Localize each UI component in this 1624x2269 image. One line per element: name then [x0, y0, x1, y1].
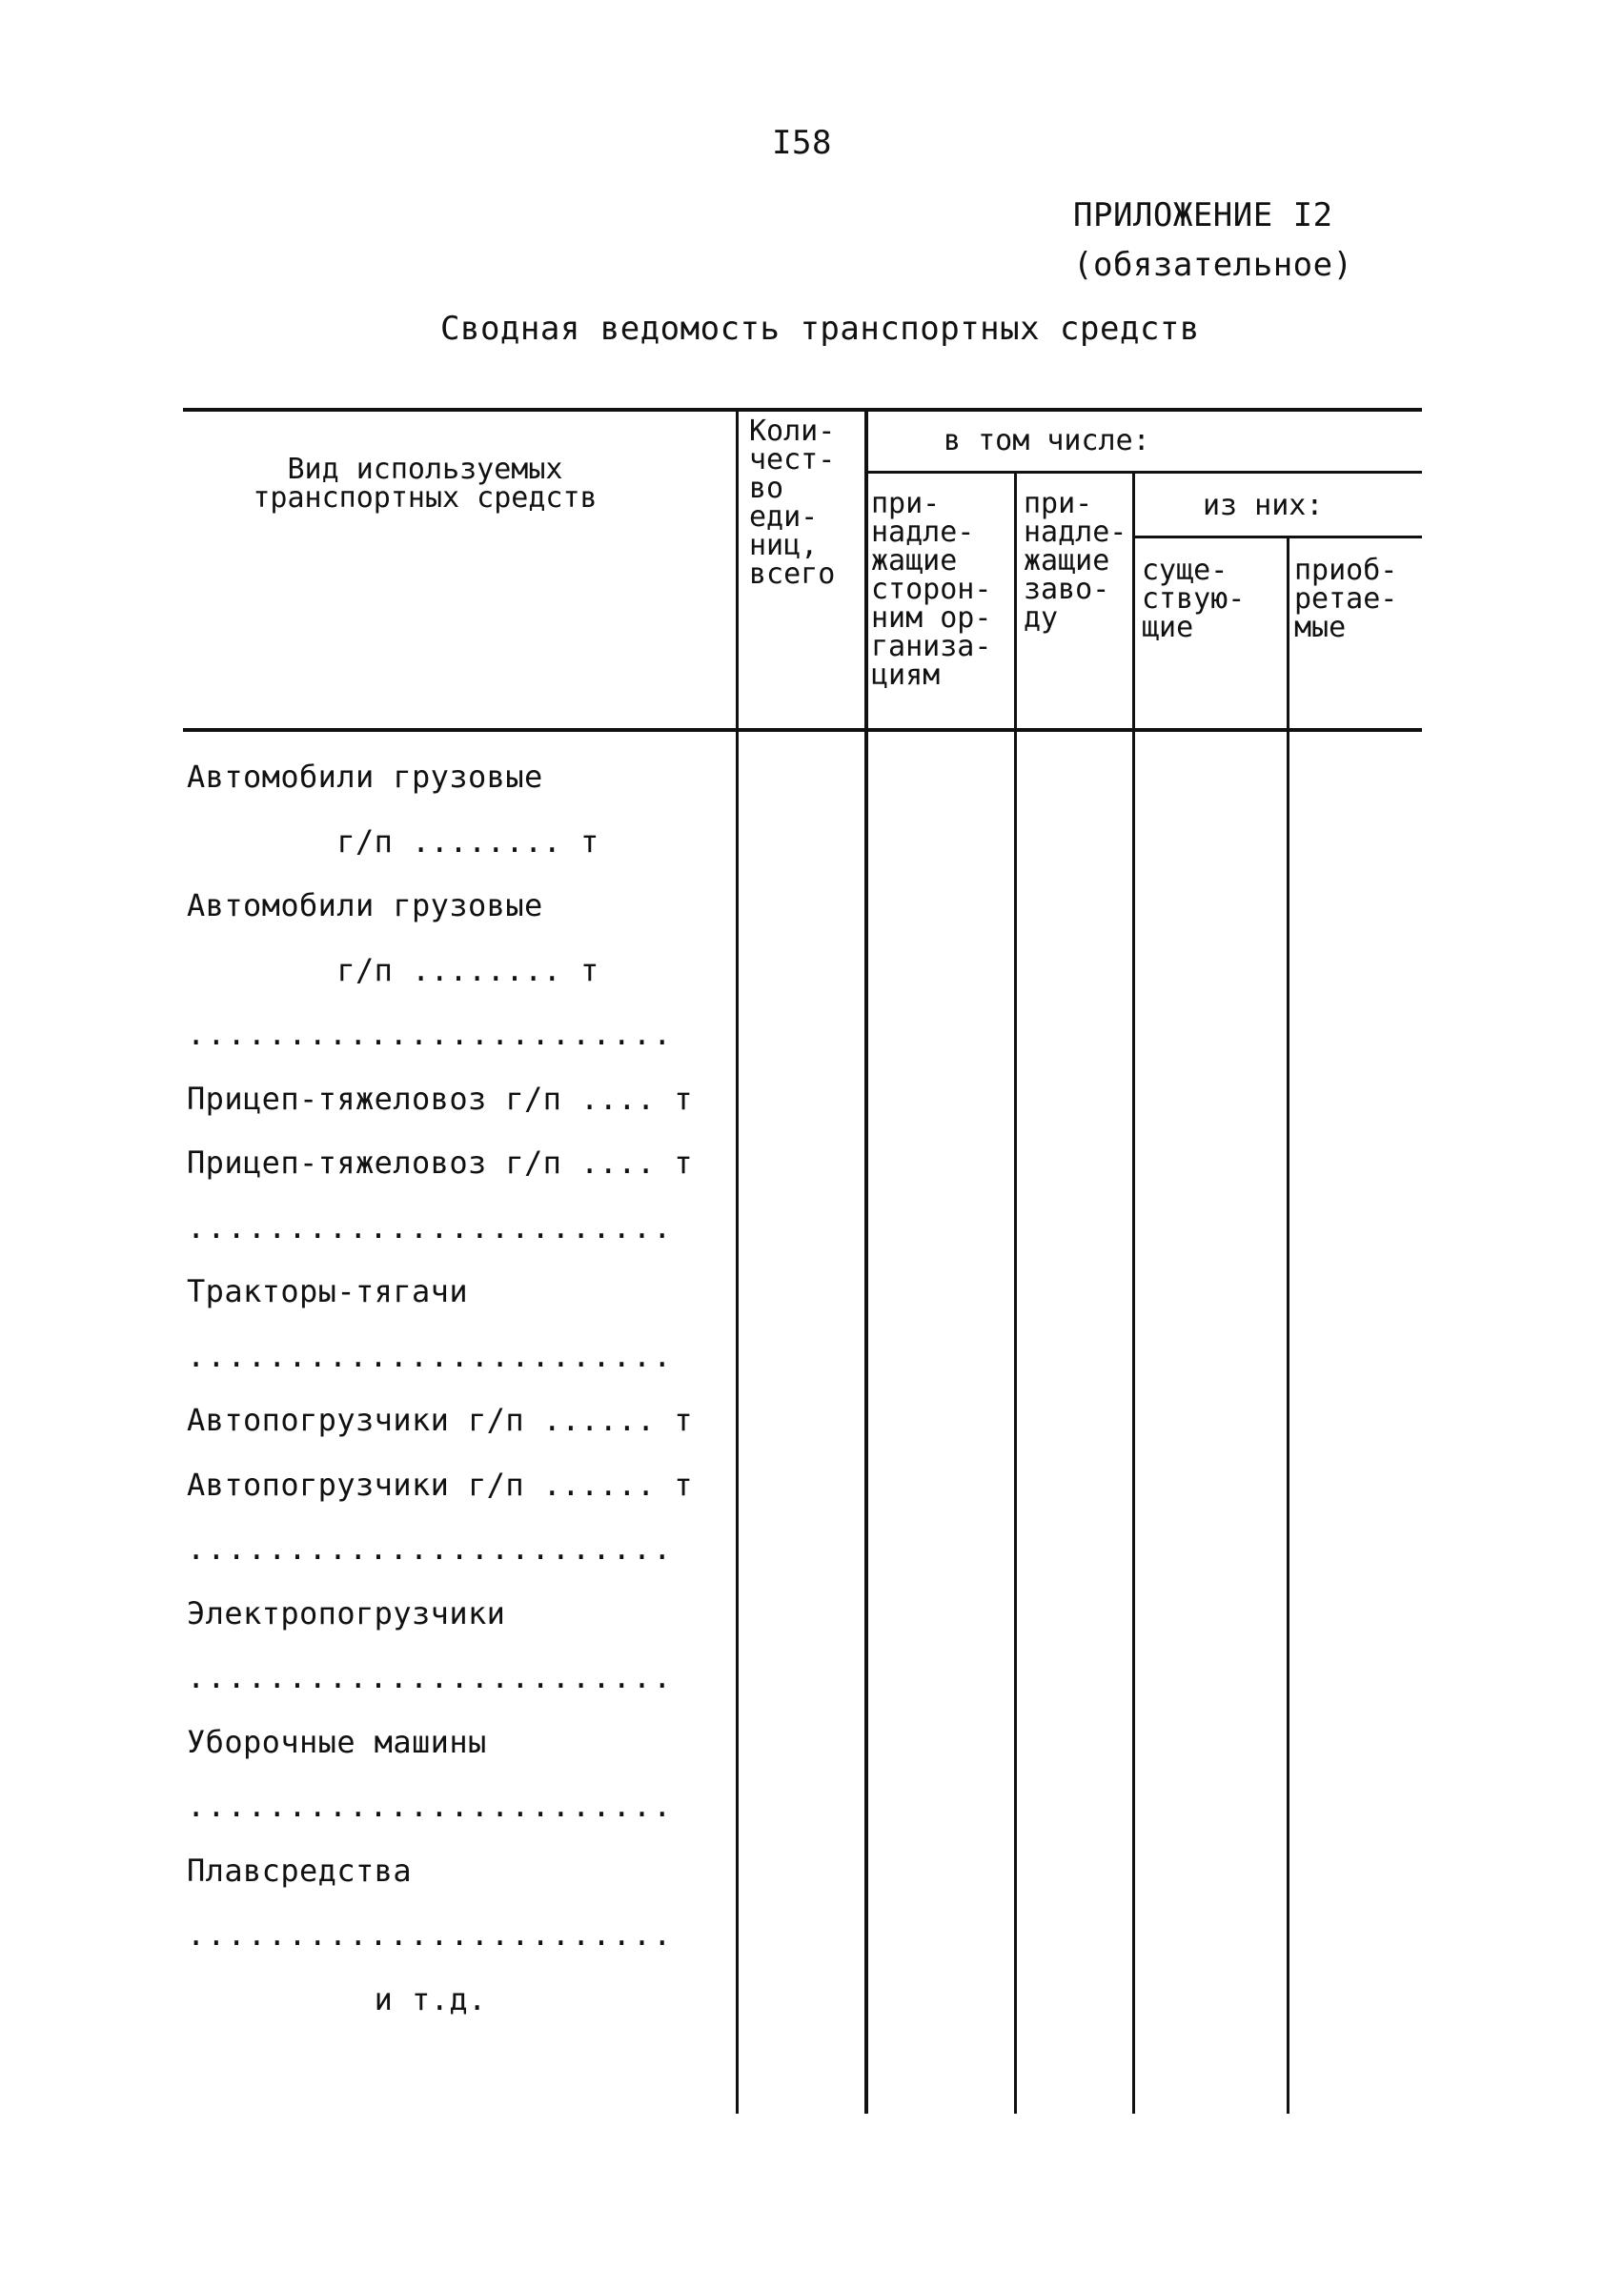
document-title: Сводная ведомость транспортных средств — [440, 310, 1200, 348]
appendix-label: ПРИЛОЖЕНИЕ I2 — [1073, 196, 1333, 234]
table-row: г/п ........ т — [187, 952, 599, 988]
header-including: в том числе: — [944, 424, 1150, 457]
header-count: Коли- чест- во еди- ниц, всего — [749, 415, 836, 591]
table-row: ........................ — [187, 1916, 674, 1953]
table-row: ........................ — [187, 1209, 674, 1246]
column-divider — [864, 408, 868, 2114]
table-row: ........................ — [187, 1659, 674, 1695]
column-divider — [1132, 473, 1135, 2114]
table-row: Плавсредства — [187, 1853, 412, 1889]
table-row: и т.д. — [187, 1981, 487, 2017]
of-them-rule — [1134, 536, 1422, 538]
column-divider — [1287, 537, 1289, 2114]
table-row: ........................ — [187, 1788, 674, 1824]
header-of-them: из них: — [1203, 489, 1324, 522]
header-plant: при- надле- жащие заво- ду — [1024, 487, 1127, 635]
table-top-rule — [183, 408, 1422, 412]
table-row: ........................ — [187, 1338, 674, 1374]
column-divider — [736, 408, 739, 2114]
table-row: Автомобили грузовые — [187, 887, 543, 923]
header-type: Вид используемых транспортных средств — [253, 453, 598, 515]
table-row: ........................ — [187, 1016, 674, 1052]
header-bottom-rule — [183, 728, 1422, 732]
including-rule — [867, 471, 1422, 474]
table-row: Автомобили грузовые — [187, 759, 543, 795]
table-row: ........................ — [187, 1530, 674, 1567]
column-divider — [1014, 473, 1017, 2114]
table-row: Уборочные машины — [187, 1724, 487, 1760]
header-third-party: при- надле- жащие сторон- ним ор- ганиза- циям — [871, 487, 992, 692]
table-row: г/п ........ т — [187, 823, 599, 860]
appendix-status: (обязательное) — [1073, 246, 1353, 284]
table-row: Электропогрузчики — [187, 1595, 506, 1631]
table-row: Прицеп-тяжеловоз г/п .... т — [187, 1081, 693, 1117]
table-row: Прицеп-тяжеловоз г/п .... т — [187, 1145, 693, 1181]
header-acquired: приоб- ретае- мые — [1294, 554, 1398, 644]
table-row: Автопогрузчики г/п ...... т — [187, 1402, 693, 1438]
page-number: I58 — [772, 124, 832, 162]
header-existing: суще- ствую- щие — [1142, 554, 1246, 644]
table-row: Автопогрузчики г/п ...... т — [187, 1467, 693, 1503]
table-row: Тракторы-тягачи — [187, 1273, 468, 1309]
